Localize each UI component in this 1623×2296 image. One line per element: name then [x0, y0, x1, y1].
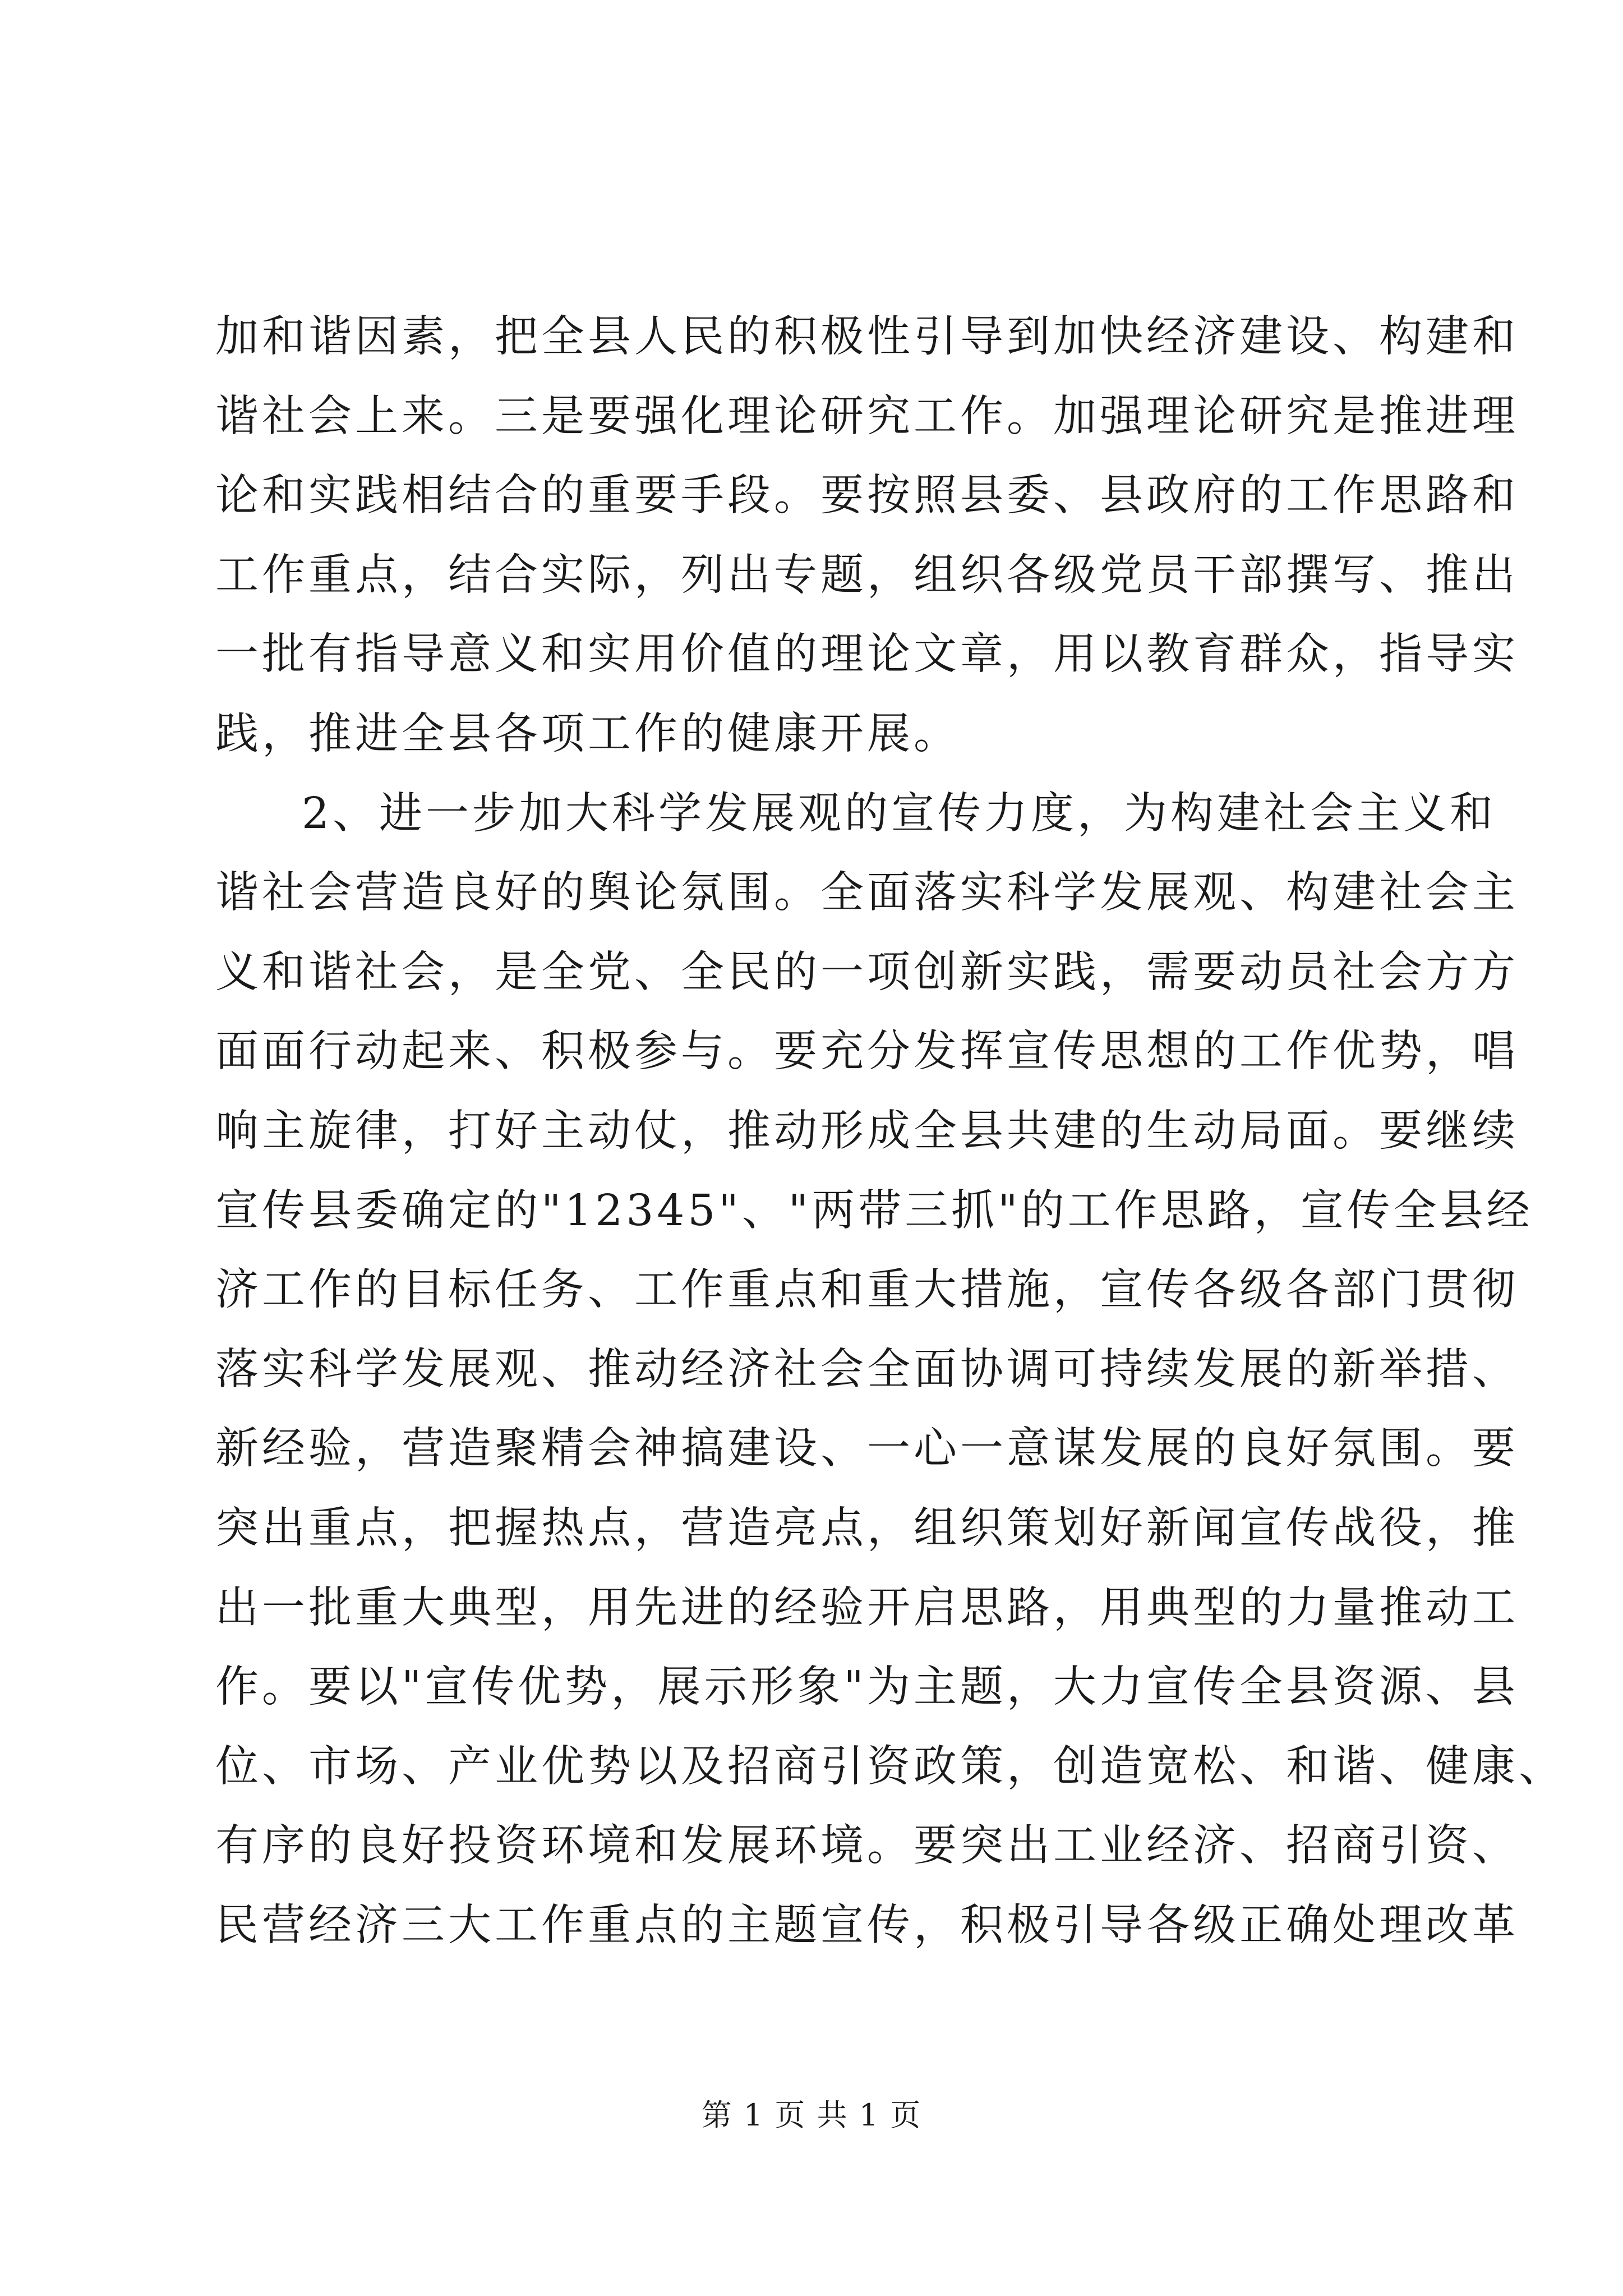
- text-line: 突出重点，把握热点，营造亮点，组织策划好新闻宣传战役，推: [215, 1503, 1519, 1553]
- document-body: [215, 297, 1565, 1965]
- text-line: 位、市场、产业优势以及招商引资政策，创造宽松、和谐、健康、: [215, 1741, 1565, 1792]
- text-line: 济工作的目标任务、工作重点和重大措施，宣传各级各部门贯彻: [215, 1265, 1519, 1315]
- text-line: 落实科学发展观、推动经济社会全面协调可持续发展的新举措、: [215, 1344, 1519, 1395]
- text-line: 论和实践相结合的重要手段。要按照县委、县政府的工作思路和: [215, 471, 1519, 521]
- text-line: 工作重点，结合实际，列出专题，组织各级党员干部撰写、推出: [215, 550, 1519, 600]
- text-line: 面面行动起来、积极参与。要充分发挥宣传思想的工作优势，唱: [215, 1027, 1519, 1077]
- text-line: 谐社会营造良好的舆论氛围。全面落实科学发展观、构建社会主: [215, 868, 1519, 918]
- text-line: 有序的良好投资环境和发展环境。要突出工业经济、招商引资、: [215, 1821, 1519, 1871]
- paragraph-start-line: 2、进一步加大科学发展观的宣传力度，为构建社会主义和: [302, 788, 1496, 839]
- text-line: 作。要以"宣传优势，展示形象"为主题，大力宣传全县资源、县: [215, 1662, 1519, 1713]
- text-line: 出一批重大典型，用先进的经验开启思路，用典型的力量推动工: [215, 1582, 1519, 1633]
- text-line: 响主旋律，打好主动仗，推动形成全县共建的生动局面。要继续: [215, 1106, 1519, 1156]
- text-line: 加和谐因素，把全县人民的积极性引导到加快经济建设、构建和: [215, 312, 1519, 362]
- text-line: 一批有指导意义和实用价值的理论文章，用以教育群众，指导实: [215, 629, 1519, 680]
- text-line: 民营经济三大工作重点的主题宣传，积极引导各级正确处理改革: [215, 1900, 1519, 1950]
- page-number-footer: 第 1 页 共 1 页: [701, 2097, 922, 2133]
- text-line: 践，推进全县各项工作的健康开展。: [215, 708, 960, 759]
- text-line: 新经验，营造聚精会神搞建设、一心一意谋发展的良好氛围。要: [215, 1424, 1519, 1474]
- text-line: 宣传县委确定的"12345"、"两带三抓"的工作思路，宣传全县经: [215, 1185, 1533, 1236]
- text-line: 谐社会上来。三是要强化理论研究工作。加强理论研究是推进理: [215, 391, 1519, 441]
- text-line: 义和谐社会，是全党、全民的一项创新实践，需要动员社会方方: [215, 947, 1519, 997]
